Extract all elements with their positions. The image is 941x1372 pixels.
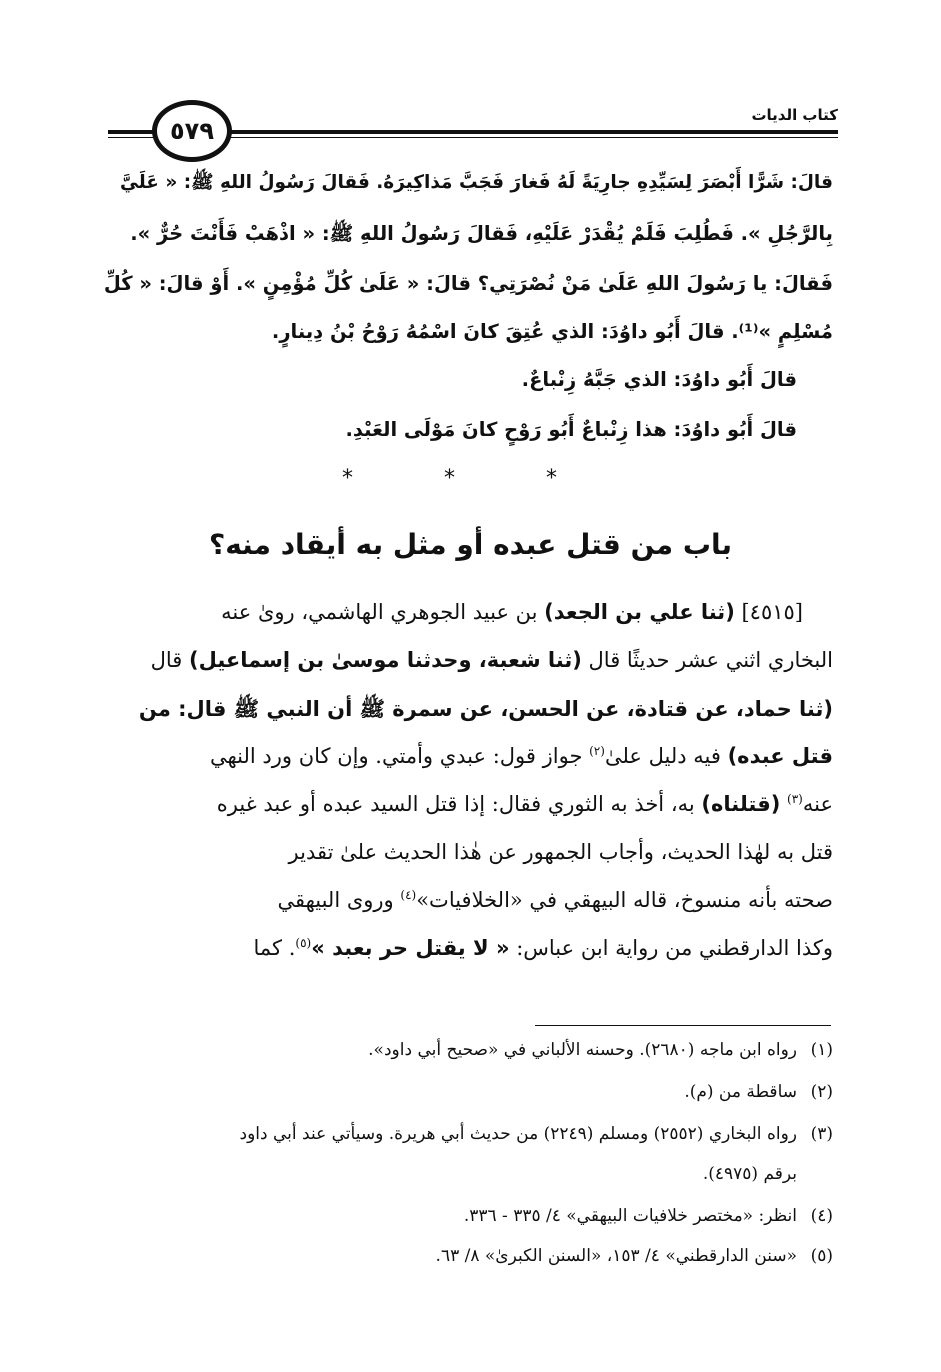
commentary-line (221, 600, 803, 624)
commentary-text (103, 600, 833, 1000)
footnote (464, 1206, 833, 1226)
hadith-quote: قتل عبده) (727, 744, 833, 768)
footnote (436, 1246, 833, 1266)
commentary-text-span: البخاري اثني عشر حديثًا قال (581, 648, 833, 672)
commentary-line (217, 792, 833, 816)
footnote (240, 1124, 833, 1144)
footnote (684, 1082, 833, 1102)
hadith-text (103, 168, 833, 448)
commentary-line (151, 648, 833, 672)
commentary-text-span: صحته بأنه منسوخ، قاله البيهقي في «الخلافيات» (416, 888, 833, 912)
footnote-number: (٥) (810, 1246, 833, 1266)
footnote-text: ساقطة من (م). (684, 1082, 797, 1102)
commentary-text-span: وكذا الدارقطني من رواية ابن عباس: (509, 936, 833, 960)
footnote-number: (١) (810, 1040, 833, 1060)
commentary-text-span: عنه (802, 792, 833, 816)
hadith-line: قالَ: شَرًّا أَبْصَرَ لِسَيِّدِهِ جارِيَةً لَهُ فَغارَ فَجَبَّ مَذاكِيرَهُ. فَقالَ رَسُولُ اللهِ ﷺ: « عَلَيَّ (120, 172, 833, 193)
hadith-quote: « لا يقتل حر بعبد » (311, 936, 510, 960)
commentary-text-span: به، أخذ به الثوري فقال: إذا قتل السيد عبده أو عبد غيره (216, 792, 702, 816)
page-header (108, 96, 838, 166)
footnote-rule (535, 1025, 831, 1026)
page-number-ring (152, 100, 232, 162)
footnote-text: انظر: «مختصر خلافيات البيهقي» ٤/ ٣٣٥ - ٣٣٦. (463, 1206, 797, 1226)
commentary-line (210, 744, 833, 768)
page-number: ٥٧٩ (170, 117, 214, 145)
hadith-line: قالَ أَبُو داوُدَ: هذا زِنْباعٌ أَبُو رَوْحٍ كانَ مَوْلَى العَبْدِ. (345, 418, 797, 441)
hadith-line: قالَ أَبُو داوُدَ: الذي جَبَّهُ زِنْباعٌ. (521, 368, 797, 391)
commentary-line (277, 888, 833, 912)
commentary-text-span: . كما (253, 936, 296, 960)
footnote-text: «سنن الدارقطني» ٤/ ١٥٣، «السنن الكبرىٰ» ٨/ ٦٣. (435, 1246, 797, 1266)
hadith-quote: (قتلناه) (701, 792, 781, 816)
commentary-text-span: قال (150, 648, 189, 672)
footnote (368, 1040, 833, 1060)
commentary-line (139, 696, 833, 727)
commentary-line (254, 936, 833, 960)
narrator-chain: (ثنا شعبة، وحدثنا موسىٰ بن إسماعيل) (188, 648, 582, 672)
commentary-text-span: بن عبيد الجوهري الهاشمي، روىٰ عنه (221, 600, 545, 624)
footnote-ref: (٤) (400, 888, 417, 902)
hadith-number: [٤٥١٥] (734, 600, 803, 624)
hadith-line: بِالرَّجُلِ ». فَطُلِبَ فَلَمْ يُقْدَرْ عَلَيْهِ، فَقالَ رَسُولُ اللهِ ﷺ: « اذْهَبْ فَأَنْتَ حُرٌّ ». (130, 222, 833, 245)
commentary-line: قتل به لهٰذا الحديث، وأجاب الجمهور عن هٰذا الحديث علىٰ تقدير (288, 840, 833, 864)
footnote-ref: (٢) (589, 744, 605, 758)
footnote-text: رواه ابن ماجه (٢٦٨٠). وحسنه الألباني في «صحيح أبي داود». (368, 1040, 797, 1060)
commentary-text-span: جواز قول: عبدي وأمتي. وإن كان ورد النهي (210, 744, 590, 768)
footnote-continuation (703, 1164, 833, 1184)
running-title: كتاب الديات (741, 106, 838, 124)
section-separator: * * * (342, 466, 599, 491)
narrator-chain: (ثنا علي بن الجعد) (544, 600, 735, 624)
hadith-line: مُسْلِمٍ »⁽¹⁾. قالَ أَبُو داوُدَ: الذي عُتِقَ كانَ اسْمُهُ رَوْحُ بْنُ دِينارٍ. (271, 320, 833, 343)
footnote-ref: (٥) (295, 936, 312, 950)
footnote-ref: (٣) (787, 792, 803, 806)
footnote-number: (٣) (810, 1124, 833, 1144)
hadith-line: فَقالَ: يا رَسُولَ اللهِ عَلَىٰ مَنْ نُصْرَتِي؟ قالَ: « عَلَىٰ كُلِّ مُؤْمِنٍ ». أَوْ قالَ: « كُلِّ (103, 272, 833, 295)
footnote-text: رواه البخاري (٢٥٥٢) ومسلم (٢٢٤٩) من حديث أبي هريرة. وسيأتي عند أبي داود (239, 1124, 797, 1144)
commentary-text-span: فيه دليل علىٰ (604, 744, 728, 768)
footnote-text: برقم (٤٩٧٥). (702, 1164, 797, 1184)
footnote-number: (٤) (810, 1206, 833, 1226)
footnote-number: (٢) (810, 1082, 833, 1102)
chapter-title: باب من قتل عبده أو مثل به أيقاد منه؟ (208, 528, 733, 561)
commentary-text-span: وروى البيهقي (277, 888, 401, 912)
narrator-chain: (ثنا حماد، عن قتادة، عن الحسن، عن سمرة ﷺ أن النبي ﷺ قال: من (138, 697, 833, 721)
